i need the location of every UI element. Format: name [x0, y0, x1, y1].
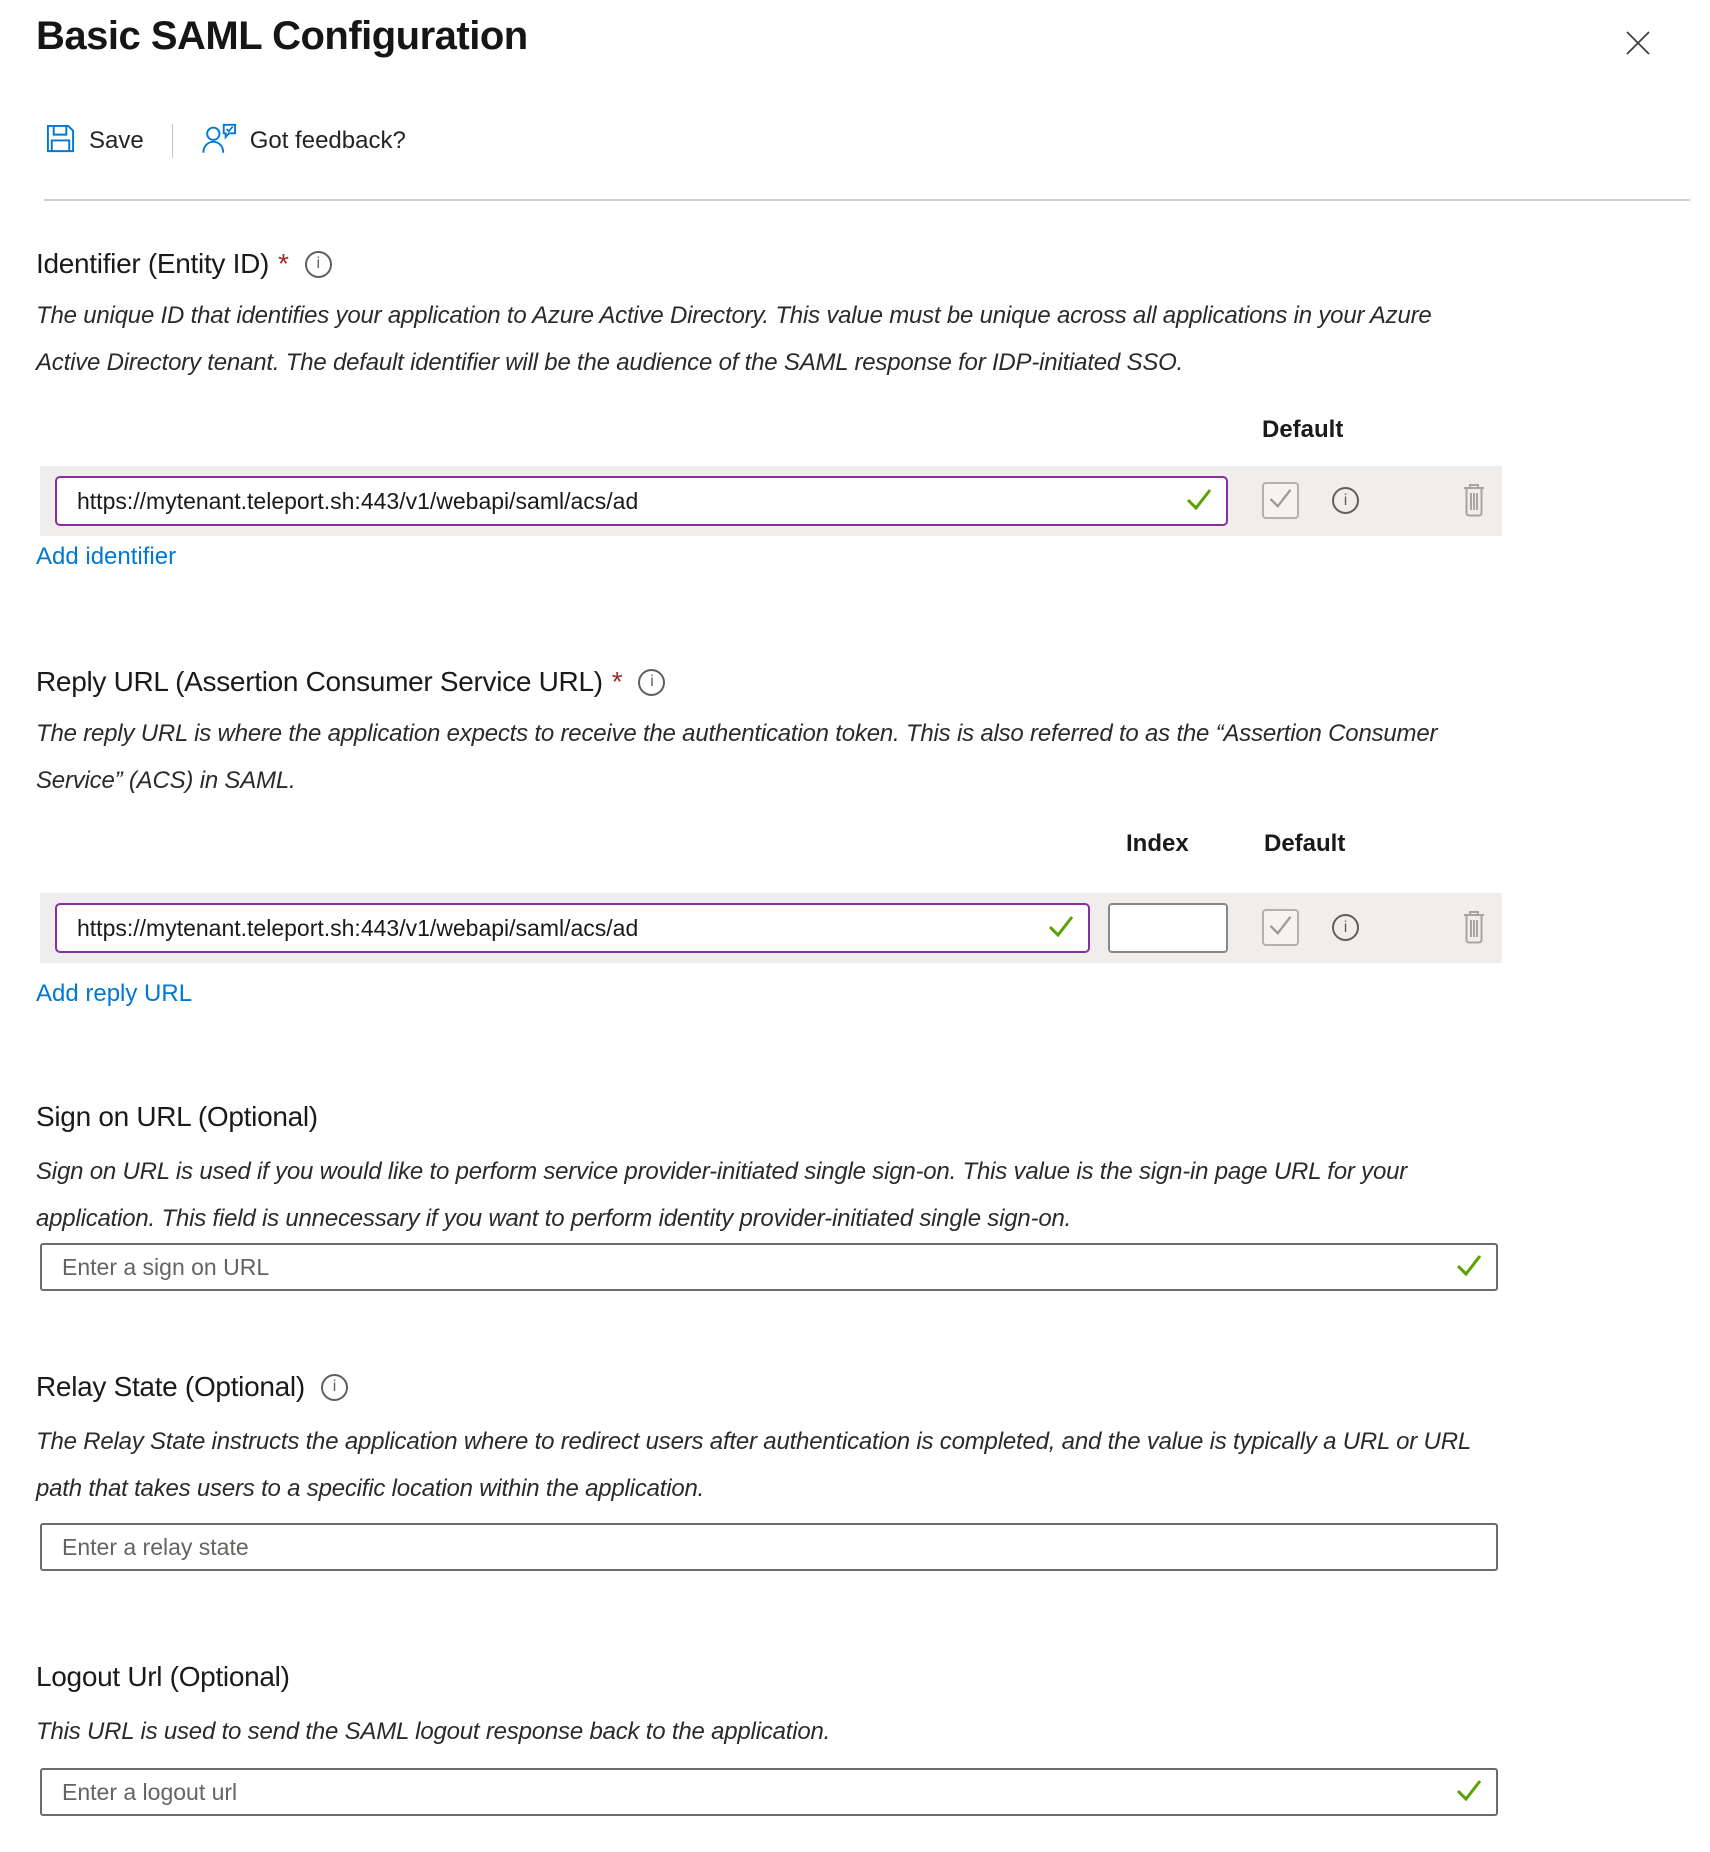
- identifier-url-field[interactable]: [55, 476, 1228, 526]
- required-asterisk: *: [278, 248, 289, 279]
- index-field[interactable]: [1108, 903, 1228, 953]
- identifier-url-input[interactable]: [77, 488, 1186, 515]
- logout-url-heading-text: Logout Url (Optional): [36, 1661, 290, 1692]
- toolbar-divider: [44, 199, 1690, 201]
- save-button[interactable]: [45, 123, 144, 159]
- green-check-icon: [1456, 1779, 1482, 1806]
- sign-on-url-description: Sign on URL is used if you would like to perform service provider-initiated single sign-on. This value is the sign-in page URL for your application. This field is unnecessary if you want to perform identity provider-initiated single sign-on.: [36, 1158, 1408, 1232]
- relay-state-description: The Relay State instructs the application where to redirect users after authentication is completed, and the value is typically a URL or URL path that takes users to a specific location within the application.: [36, 1428, 1471, 1502]
- save-label: Save: [89, 127, 144, 154]
- checkbox-check-icon: [1268, 488, 1293, 513]
- relay-state-input[interactable]: [60, 1533, 1482, 1562]
- green-check-icon: [1048, 915, 1074, 942]
- relay-state-section-heading: [36, 1371, 348, 1403]
- add-identifier-link[interactable]: Add identifier: [36, 543, 177, 570]
- reply-url-description: The reply URL is where the application expects to receive the authentication token. This is also referred to as the “Assertion Consumer Service” (ACS) in SAML.: [36, 720, 1438, 794]
- close-button[interactable]: [1621, 28, 1655, 62]
- identifier-row: [40, 466, 1502, 536]
- trash-icon[interactable]: [1458, 909, 1490, 950]
- sign-on-url-section-heading: [36, 1101, 318, 1133]
- floppy-disk-icon: [45, 123, 76, 159]
- default-checkbox[interactable]: [1262, 482, 1299, 519]
- default-column-header: Default: [1264, 830, 1346, 857]
- command-bar: [45, 120, 406, 162]
- logout-url-section-heading: [36, 1661, 290, 1693]
- info-icon[interactable]: i: [321, 1374, 348, 1401]
- person-feedback-icon: [201, 122, 237, 160]
- index-column-header: Index: [1126, 830, 1189, 857]
- reply-url-field[interactable]: [55, 903, 1090, 953]
- relay-state-field[interactable]: [40, 1523, 1498, 1571]
- info-icon[interactable]: i: [638, 669, 665, 696]
- default-column-header: Default: [1262, 416, 1344, 443]
- sign-on-url-input[interactable]: [60, 1253, 1456, 1282]
- index-input[interactable]: [1110, 905, 1226, 951]
- reply-url-row: [40, 893, 1502, 963]
- add-reply-url-link[interactable]: Add reply URL: [36, 980, 193, 1007]
- got-feedback-button[interactable]: [201, 122, 406, 160]
- info-icon[interactable]: i: [1332, 914, 1359, 941]
- logout-url-input[interactable]: [60, 1778, 1456, 1807]
- info-icon[interactable]: i: [1332, 487, 1359, 514]
- identifier-description: The unique ID that identifies your application to Azure Active Directory. This value must be unique across all applications in your Azure Active Directory tenant. The default identifier will be the audience of the SAML response for IDP-initiated SSO.: [36, 302, 1432, 376]
- reply-url-heading-text: Reply URL (Assertion Consumer Service URL): [36, 666, 603, 697]
- default-checkbox[interactable]: [1262, 909, 1299, 946]
- close-icon: [1623, 28, 1653, 63]
- reply-url-input[interactable]: [77, 915, 1048, 942]
- sign-on-url-heading-text: Sign on URL (Optional): [36, 1101, 318, 1132]
- page-title: Basic SAML Configuration: [36, 14, 528, 58]
- green-check-icon: [1456, 1254, 1482, 1281]
- trash-icon[interactable]: [1458, 482, 1490, 523]
- identifier-heading-text: Identifier (Entity ID): [36, 248, 270, 279]
- sign-on-url-field[interactable]: [40, 1243, 1498, 1291]
- toolbar-separator: [172, 124, 173, 158]
- got-feedback-label: Got feedback?: [249, 127, 406, 154]
- logout-url-field[interactable]: [40, 1768, 1498, 1816]
- green-check-icon: [1186, 488, 1212, 515]
- relay-state-heading-text: Relay State (Optional): [36, 1371, 305, 1402]
- logout-url-description: This URL is used to send the SAML logout response back to the application.: [36, 1718, 831, 1745]
- reply-url-section-heading: [36, 666, 665, 698]
- checkbox-check-icon: [1268, 915, 1293, 940]
- info-icon[interactable]: i: [305, 251, 332, 278]
- required-asterisk: *: [611, 666, 623, 697]
- identifier-section-heading: [36, 248, 332, 280]
